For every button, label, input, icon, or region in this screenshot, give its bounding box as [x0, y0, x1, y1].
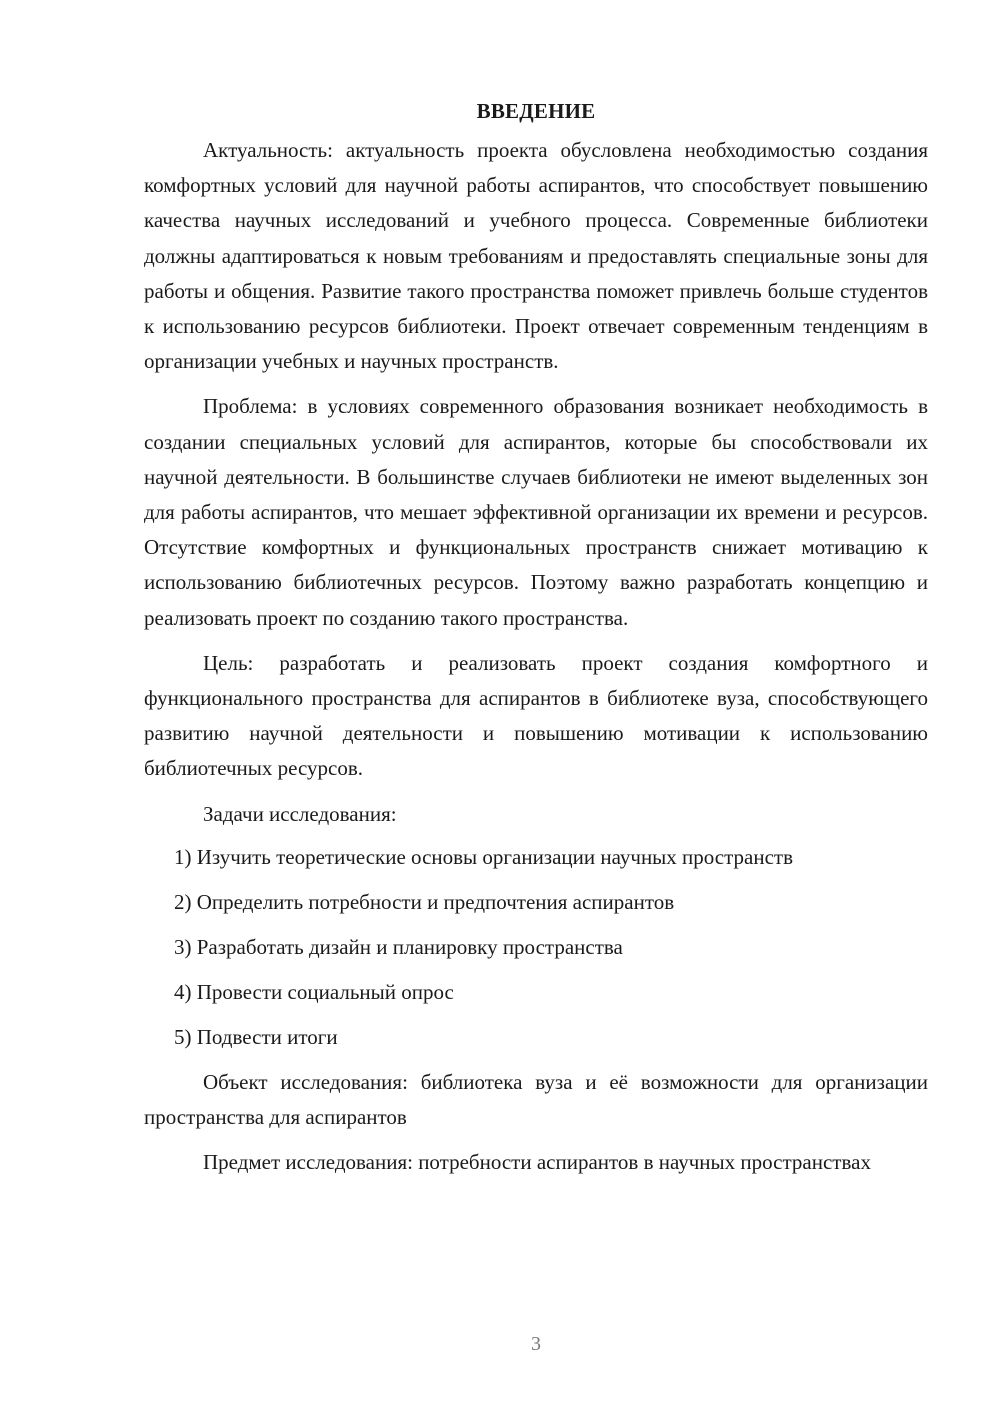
task-item-5: 5) Подвести итоги: [174, 1024, 338, 1049]
goal-paragraph: Цель: разработать и реализовать проект создания комфортного и функционального пространства для аспирантов в библиотеке вуза, способствующего развитию научной деятельности и повышению мотивации к использованию библиотечных ресурсов.: [144, 650, 928, 781]
task-item-3: 3) Разработать дизайн и планировку пространства: [174, 934, 623, 959]
document-page: [144, 94, 928, 1190]
task-item-2: 2) Определить потребности и предпочтения аспирантов: [174, 889, 675, 914]
tasks-heading: Задачи исследования:: [203, 801, 397, 826]
page-title: ВВЕДЕНИЕ: [476, 99, 596, 123]
tasks-list: [144, 840, 928, 1055]
problem-paragraph: Проблема: в условиях современного образования возникает необходимость в создании специальных условий для аспирантов, которые бы способствовали их научной деятельности. В большинстве случаев библиотеки не имеют выделенных зон для работы аспирантов, что мешает эффективной организации их времени и ресурсов. Отсутствие комфортных и функциональных пространств снижает мотивацию к использованию библиотечных ресурсов. Поэтому важно разработать концепцию и реализовать проект по созданию такого пространства.: [144, 394, 928, 630]
subject-paragraph: Предмет исследования: потребности аспирантов в научных пространствах: [203, 1150, 871, 1175]
task-item-1: 1) Изучить теоретические основы организации научных пространств: [174, 844, 794, 869]
task-item-4: 4) Провести социальный опрос: [174, 979, 454, 1004]
page-number: 3: [531, 1333, 541, 1355]
relevance-paragraph: Актуальность: актуальность проекта обусловлена необходимостью создания комфортных условий для научной работы аспирантов, что способствует повышению качества научных исследований и учебного процесса. Современные библиотеки должны адаптироваться к новым требованиям и предоставлять специальные зоны для работы и общения. Развитие такого пространства поможет привлечь больше студентов к использованию ресурсов библиотеки. Проект отвечает современным тенденциям в организации учебных и научных пространств.: [144, 138, 928, 374]
object-paragraph: Объект исследования: библиотека вуза и её возможности для организации пространства для аспирантов: [144, 1069, 928, 1130]
